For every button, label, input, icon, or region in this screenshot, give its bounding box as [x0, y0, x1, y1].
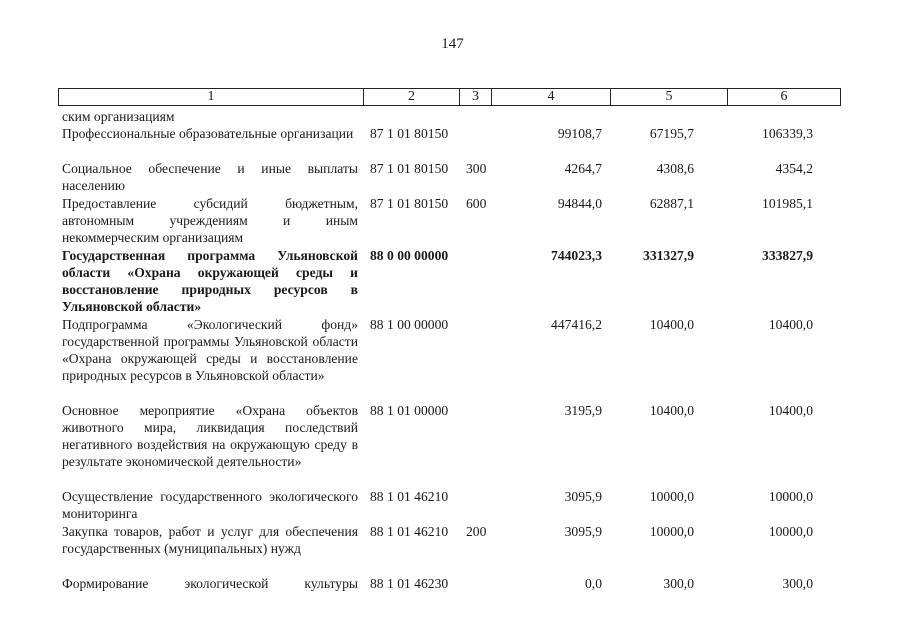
row-name: Осуществление государственного экологического мониторинга — [62, 489, 358, 521]
row-name: Государственная программа Ульяновской области «Охрана окружающей среды и восстановление природных ресурсов в Ульяновской области» — [62, 248, 358, 314]
row-value-6: 101985,1 — [762, 196, 813, 211]
row-code: 88 1 01 46210 — [370, 524, 449, 539]
row-value-5: 10400,0 — [649, 317, 694, 332]
table-row — [0, 488, 905, 523]
row-code: 88 1 01 46230 — [370, 576, 449, 591]
header-col-3: 3 — [460, 89, 492, 105]
row-value-5: 331327,9 — [643, 248, 694, 263]
row-value-4: 744023,3 — [551, 248, 602, 263]
header-col-2: 2 — [364, 89, 460, 105]
row-type: 600 — [466, 196, 487, 211]
header-col-1: 1 — [59, 89, 364, 105]
row-value-6: 106339,3 — [762, 126, 813, 141]
row-value-5: 10400,0 — [649, 403, 694, 418]
row-value-5: 10000,0 — [649, 524, 694, 539]
row-value-4: 94844,0 — [557, 196, 602, 211]
row-value-5: 62887,1 — [649, 196, 694, 211]
row-value-4: 3095,9 — [564, 489, 602, 504]
row-value-6: 10400,0 — [768, 317, 813, 332]
row-name: Социальное обеспечение и иные выплаты населению — [62, 161, 358, 193]
table-header — [58, 88, 841, 106]
row-name: Основное мероприятие «Охрана объектов животного мира, ликвидация последствий негативного воздействия на окружающую среду в результате экономической деятельности» — [62, 403, 358, 469]
row-value-4: 3195,9 — [564, 403, 602, 418]
page-number: 147 — [441, 36, 464, 52]
table-row — [0, 316, 905, 402]
table-body — [0, 108, 905, 595]
row-name: Предоставление субсидий бюджетным, автономным учреждениям и иным некоммерческим организациям — [62, 196, 358, 245]
table-row-program — [0, 247, 905, 316]
table-row — [0, 523, 905, 575]
row-value-4: 3095,9 — [564, 524, 602, 539]
row-name: Подпрограмма «Экологический фонд» государственной программы Ульяновской области «Охрана окружающей среды и восстановление природных ресурсов в Ульяновской области» — [62, 317, 358, 383]
row-value-6: 10000,0 — [768, 489, 813, 504]
row-value-6: 333827,9 — [762, 248, 813, 263]
row-value-4: 447416,2 — [551, 317, 602, 332]
row-value-4: 0,0 — [585, 576, 602, 591]
row-name: Профессиональные образовательные организации — [62, 126, 354, 141]
header-col-4: 4 — [492, 89, 611, 105]
row-value-6: 300,0 — [782, 576, 813, 591]
row-code: 87 1 01 80150 — [370, 161, 449, 176]
table-row — [0, 108, 905, 125]
row-value-4: 4264,7 — [564, 161, 602, 176]
row-value-5: 300,0 — [663, 576, 694, 591]
row-name: Закупка товаров, работ и услуг для обеспечения государственных (муниципальных) нужд — [62, 524, 358, 556]
row-type: 300 — [466, 161, 487, 176]
table-row — [0, 195, 905, 247]
header-col-6: 6 — [780, 89, 788, 104]
row-name: Формирование экологической культуры — [62, 576, 358, 591]
table-row — [0, 160, 905, 195]
row-code: 87 1 01 80150 — [370, 126, 449, 141]
table-row — [0, 125, 905, 160]
row-code: 88 1 01 46210 — [370, 489, 449, 504]
row-value-6: 10400,0 — [768, 403, 813, 418]
row-type: 200 — [466, 524, 487, 539]
table-row — [0, 402, 905, 488]
row-value-6: 4354,2 — [775, 161, 813, 176]
row-code: 88 1 00 00000 — [370, 317, 449, 332]
row-code: 88 0 00 00000 — [370, 248, 449, 263]
table-row — [0, 575, 905, 595]
header-col-5: 5 — [611, 89, 728, 105]
row-name: ским организациям — [62, 109, 175, 124]
row-value-5: 67195,7 — [649, 126, 694, 141]
row-value-5: 4308,6 — [656, 161, 694, 176]
row-code: 87 1 01 80150 — [370, 196, 449, 211]
row-code: 88 1 01 00000 — [370, 403, 449, 418]
row-value-4: 99108,7 — [557, 126, 602, 141]
row-value-5: 10000,0 — [649, 489, 694, 504]
row-value-6: 10000,0 — [768, 524, 813, 539]
